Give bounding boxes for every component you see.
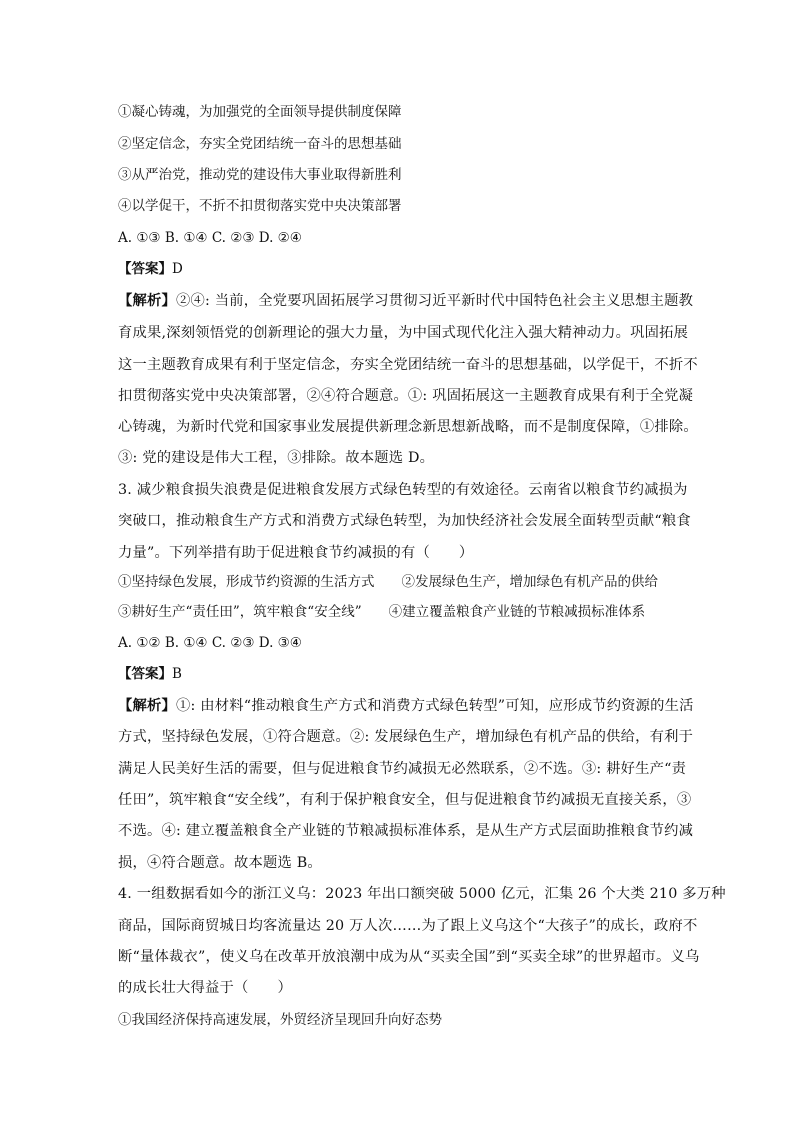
- q3-answer-label: 【答案】: [118, 666, 172, 682]
- q2-analysis-line-2: 育成果,深刻领悟党的创新理论的强大力量，为中国式现代化注入强大精神动力。巩固拓展: [118, 325, 689, 341]
- q3-analysis-line-6: 损，④符合题意。故本题选 B。: [118, 855, 322, 871]
- q4-stem-line-2: 商品，国际商贸城日均客流量达 20 万人次……为了跟上义乌这个“大孩子”的成长，政府不: [118, 918, 698, 934]
- q3-answer: [118, 665, 688, 683]
- q4-stem-line-3: 断“量体裁衣”，使义乌在改革开放浪潮中成为从“买卖全国”到“买卖全球”的世界超市。义乌: [118, 949, 700, 965]
- q4-stem-line-4: 的成长壮大得益于（ ）: [118, 980, 292, 996]
- q3-stem-line-3: 力量”。下列举措有助于促进粮食节约减损的有（ ）: [118, 545, 474, 561]
- q2-analysis-label: 【解析】: [118, 293, 176, 309]
- q2-answer-value: D: [172, 261, 183, 277]
- q3-answer-value: B: [172, 666, 182, 682]
- q3-analysis-line-3: 满足人民美好生活的需要，但与促进粮食节约减损无必然联系，②不选。③: 耕好生产“责: [118, 761, 687, 777]
- q3-options-line-2: ③耕好生产“责任田”，筑牢粮食“安全线” ④建立覆盖粮食产业链的节粮减损标准体系: [118, 604, 646, 620]
- q2-option-4: ④以学促干，不折不扣贯彻落实党中央决策部署: [118, 198, 402, 214]
- q3-options-line-1: ①坚持绿色发展，形成节约资源的生活方式 ②发展绿色生产，增加绿色有机产品的供给: [118, 574, 658, 590]
- q3-analysis-label: 【解析】: [118, 698, 176, 714]
- q2-analysis-line-4: 扣贯彻落实党中央决策部署，②④符合题意。①: 巩固拓展这一主题教育成果有利于全党凝: [118, 388, 694, 404]
- q3-analysis-line-4: 任田”，筑牢粮食“安全线”，有利于保护粮食安全，但与促进粮食节约减损无直接关系，③: [118, 792, 692, 808]
- q2-analysis-line-5: 心铸魂，为新时代党和国家事业发展提供新理念新思想新战略，而不是制度保障，①排除。: [118, 419, 698, 435]
- q3-analysis-line-2: 方式，坚持绿色发展，①符合题意。②: 发展绿色生产，增加绿色有机产品的供给，有利于: [118, 729, 694, 745]
- q2-analysis-text-1: ②④: 当前，全党要巩固拓展学习贯彻习近平新时代中国特色社会主义思想主题教: [176, 293, 694, 309]
- q2-analysis-line-1: [118, 292, 694, 310]
- q4-stem-line-1: 4. 一组数据看如今的浙江义乌：2023 年出口额突破 5000 亿元，汇集 26 个大类 210 多万种: [118, 886, 726, 902]
- q2-option-2: ②坚定信念，夯实全党团结统一奋斗的思想基础: [118, 136, 402, 152]
- q2-choices: A. ①③ B. ①④ C. ②③ D. ②④: [118, 230, 302, 246]
- q3-analysis-line-5: 不选。④: 建立覆盖粮食全产业链的节粮减损标准体系，是从生产方式层面助推粮食节约减: [118, 823, 694, 839]
- q3-stem-line-2: 突破口，推动粮食生产方式和消费方式绿色转型，为加快经济社会发展全面转型贡献“粮食: [118, 513, 691, 529]
- q2-answer: [118, 260, 688, 278]
- q3-analysis-line-1: [118, 697, 694, 715]
- q3-choices: A. ①② B. ①④ C. ②③ D. ③④: [118, 635, 302, 651]
- q4-option-1: ①我国经济保持高速发展，外贸经济呈现回升向好态势: [118, 1012, 442, 1028]
- q3-analysis-text-1: ①: 由材料“推动粮食生产方式和消费方式绿色转型”可知，应形成节约资源的生活: [176, 698, 694, 714]
- q2-answer-label: 【答案】: [118, 261, 172, 277]
- q2-option-1: ①凝心铸魂，为加强党的全面领导提供制度保障: [118, 104, 402, 120]
- q2-option-3: ③从严治党，推动党的建设伟大事业取得新胜利: [118, 167, 402, 183]
- q3-stem-line-1: 3. 减少粮食损失浪费是促进粮食发展方式绿色转型的有效途径。云南省以粮食节约减损为: [118, 482, 688, 498]
- q2-analysis-line-6: ③: 党的建设是伟大工程，③排除。故本题选 D。: [118, 450, 435, 466]
- q2-analysis-line-3: 这一主题教育成果有利于坚定信念，夯实全党团结统一奋斗的思想基础，以学促干，不折不: [118, 357, 698, 373]
